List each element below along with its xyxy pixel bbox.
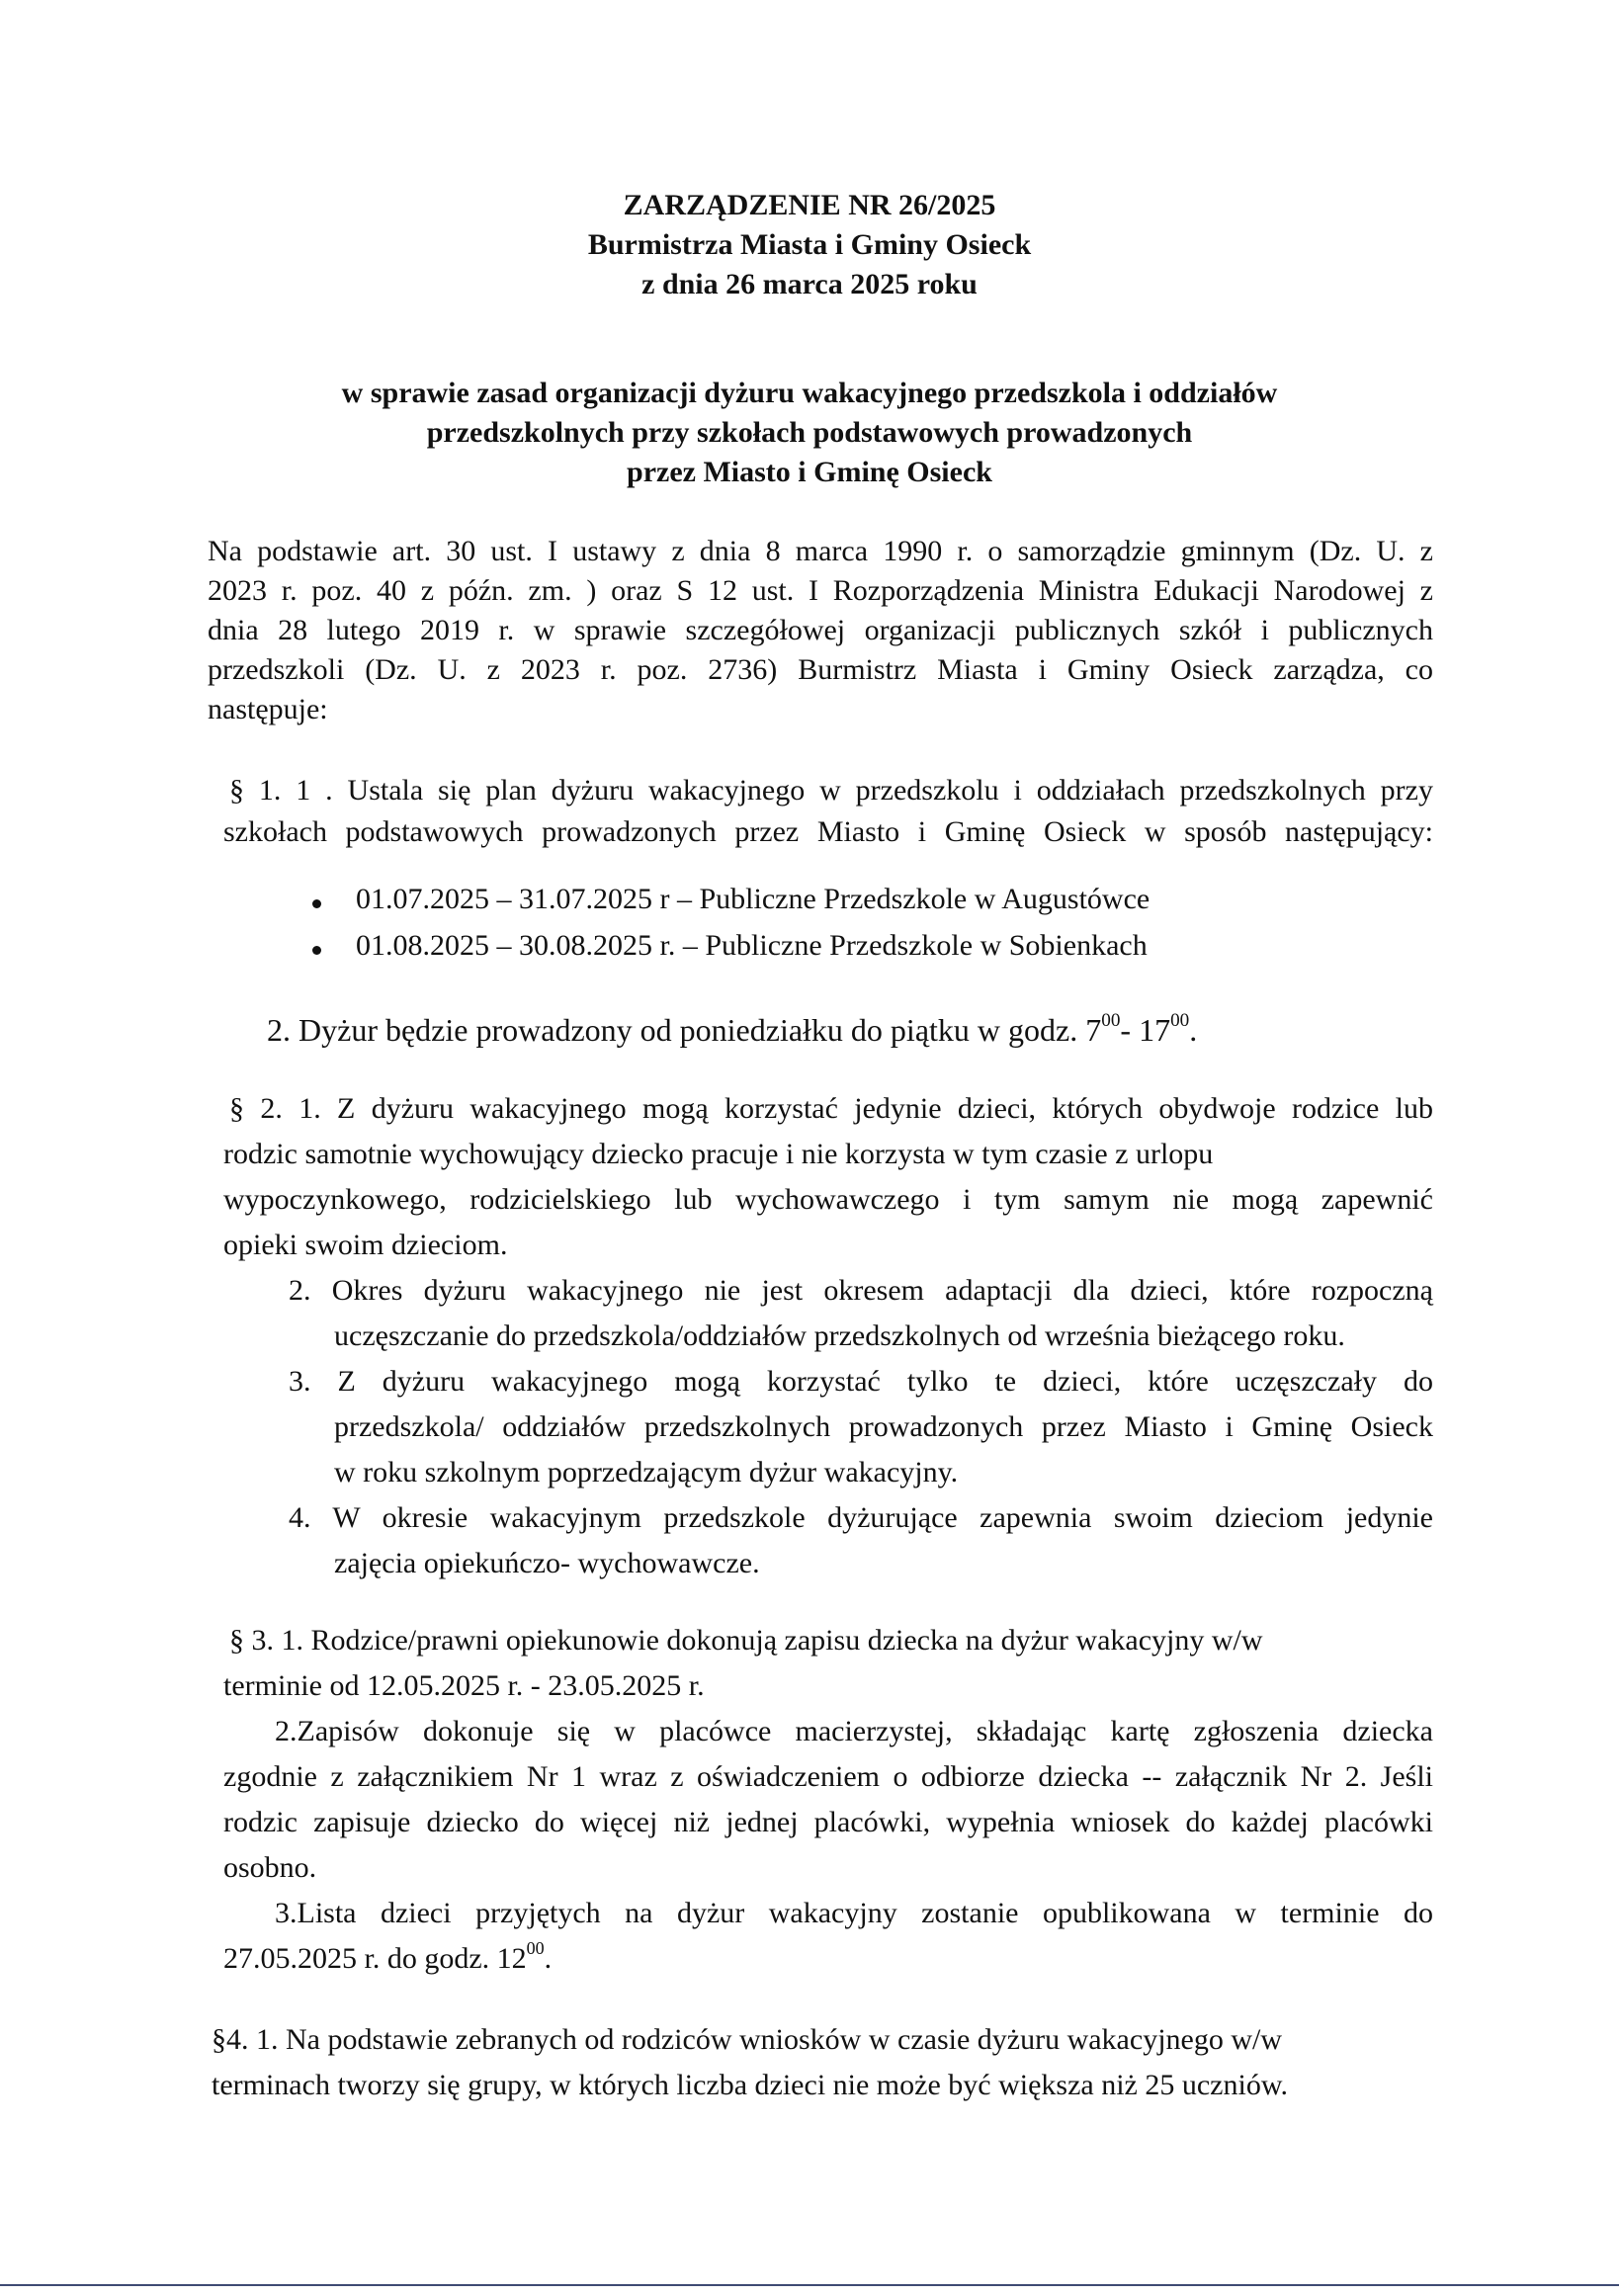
section-2-item: zajęcia opiekuńczo- wychowawcze. [334,1547,760,1579]
section-4-line: terminach tworzy się grupy, w których liczba dzieci nie może być większa niż 25 uczniów. [212,2069,1289,2101]
deadline-sup: 00 [526,1938,545,1959]
preamble-line: następuje: [208,693,328,725]
section-2-line: wypoczynkowego, rodzicielskiego lub wychowawczego i tym samym nie mogą zapewnić [223,1183,1433,1216]
preamble-line: Na podstawie art. 30 ust. I ustawy z dnia 8 marca 1990 r. o samorządzie gminnym (Dz. U. z [208,535,1433,567]
section-2-item: przedszkola/ oddziałów przedszkolnych prowadzonych przez Miasto i Gminę Osieck [334,1410,1433,1443]
preamble-line: przedszkoli (Dz. U. z 2023 r. poz. 2736) Burmistrz Miasta i Gminy Osieck zarządza, co [208,653,1433,686]
document-date: z dnia 26 marca 2025 roku [641,268,978,300]
deadline-text: . [544,1942,553,1975]
section-2-item: uczęszczanie do przedszkola/oddziałów przedszkolnych od września bieżącego roku. [334,1319,1345,1352]
section-3-line: rodzic zapisuje dziecko do więcej niż jednej placówki, wypełnia wniosek do każdej placówki [223,1806,1433,1838]
section-2-line: § 2. 1. Z dyżuru wakacyjnego mogą korzystać jedynie dzieci, których obydwoje rodzice lub [229,1092,1433,1125]
section-3-line: osobno. [223,1851,317,1884]
section-2-item: w roku szkolnym poprzedzającym dyżur wakacyjny. [334,1456,959,1488]
hours-text: - 17 [1120,1012,1171,1048]
hours-sup: 00 [1170,1010,1190,1032]
section-3-line: zgodnie z załącznikiem Nr 1 wraz z oświadczeniem o odbiorze dziecka -- załącznik Nr 2. Jeśli [223,1760,1433,1793]
schedule-item: 01.08.2025 – 30.08.2025 r. – Publiczne Przedszkole w Sobienkach [356,929,1148,962]
hours-text: . [1189,1012,1198,1048]
subject-line: przedszkolnych przy szkołach podstawowych prowadzonych [426,416,1193,449]
section-3-line: terminie od 12.05.2025 r. - 23.05.2025 r. [223,1669,705,1702]
document-issuer: Burmistrza Miasta i Gminy Osieck [587,228,1032,261]
subject-line: w sprawie zasad organizacji dyżuru wakacyjnego przedszkola i oddziałów [341,377,1278,409]
schedule-item: 01.07.2025 – 31.07.2025 r – Publiczne Przedszkole w Augustówce [356,883,1150,915]
section-2-item: 3. Z dyżuru wakacyjnego mogą korzystać tylko te dzieci, które uczęszczały do [289,1365,1433,1398]
section-2-line: rodzic samotnie wychowujący dziecko pracuje i nie korzysta w tym czasie z urlopu [223,1138,1214,1170]
section-1-line: § 1. 1 . Ustala się plan dyżuru wakacyjnego w przedszkolu i oddziałach przedszkolnych przy [229,774,1433,807]
preamble-line: dnia 28 lutego 2019 r. w sprawie szczegółowej organizacji publicznych szkół i publicznych [208,614,1433,646]
document-title: ZARZĄDZENIE NR 26/2025 [623,189,996,221]
bullet-icon [312,946,321,955]
deadline-text: 27.05.2025 r. do godz. 12 [223,1942,527,1975]
section-3-line: 2.Zapisów dokonuje się w placówce macierzystej, składając kartę zgłoszenia dziecka [275,1715,1433,1747]
subject-line: przez Miasto i Gminę Osieck [627,456,992,488]
section-2-item: 2. Okres dyżuru wakacyjnego nie jest okresem adaptacji dla dzieci, które rozpoczną [289,1274,1433,1307]
hours-text: 2. Dyżur będzie prowadzony od poniedziałku do piątku w godz. 7 [267,1012,1102,1048]
bullet-icon [312,899,321,908]
preamble-line: 2023 r. poz. 40 z późn. zm. ) oraz S 12 ust. I Rozporządzenia Ministra Edukacji Narodowej z [208,574,1433,607]
section-3-line: 3.Lista dzieci przyjętych na dyżur wakacyjny zostanie opublikowana w terminie do [275,1897,1433,1929]
section-1-paragraph-2 [267,1010,1433,1050]
section-3-deadline [223,1939,1433,1979]
section-3-line: § 3. 1. Rodzice/prawni opiekunowie dokonują zapisu dziecka na dyżur wakacyjny w/w [229,1624,1263,1657]
section-1-line: szkołach podstawowych prowadzonych przez Miasto i Gminę Osieck w sposób następujący: [223,815,1433,848]
hours-sup: 00 [1101,1010,1121,1032]
section-4-line: §4. 1. Na podstawie zebranych od rodziców wniosków w czasie dyżuru wakacyjnego w/w [212,2023,1283,2056]
section-2-line: opieki swoim dzieciom. [223,1229,508,1261]
section-2-item: 4. W okresie wakacyjnym przedszkole dyżurujące zapewnia swoim dzieciom jedynie [289,1501,1433,1534]
scan-edge-line [0,2284,1619,2286]
